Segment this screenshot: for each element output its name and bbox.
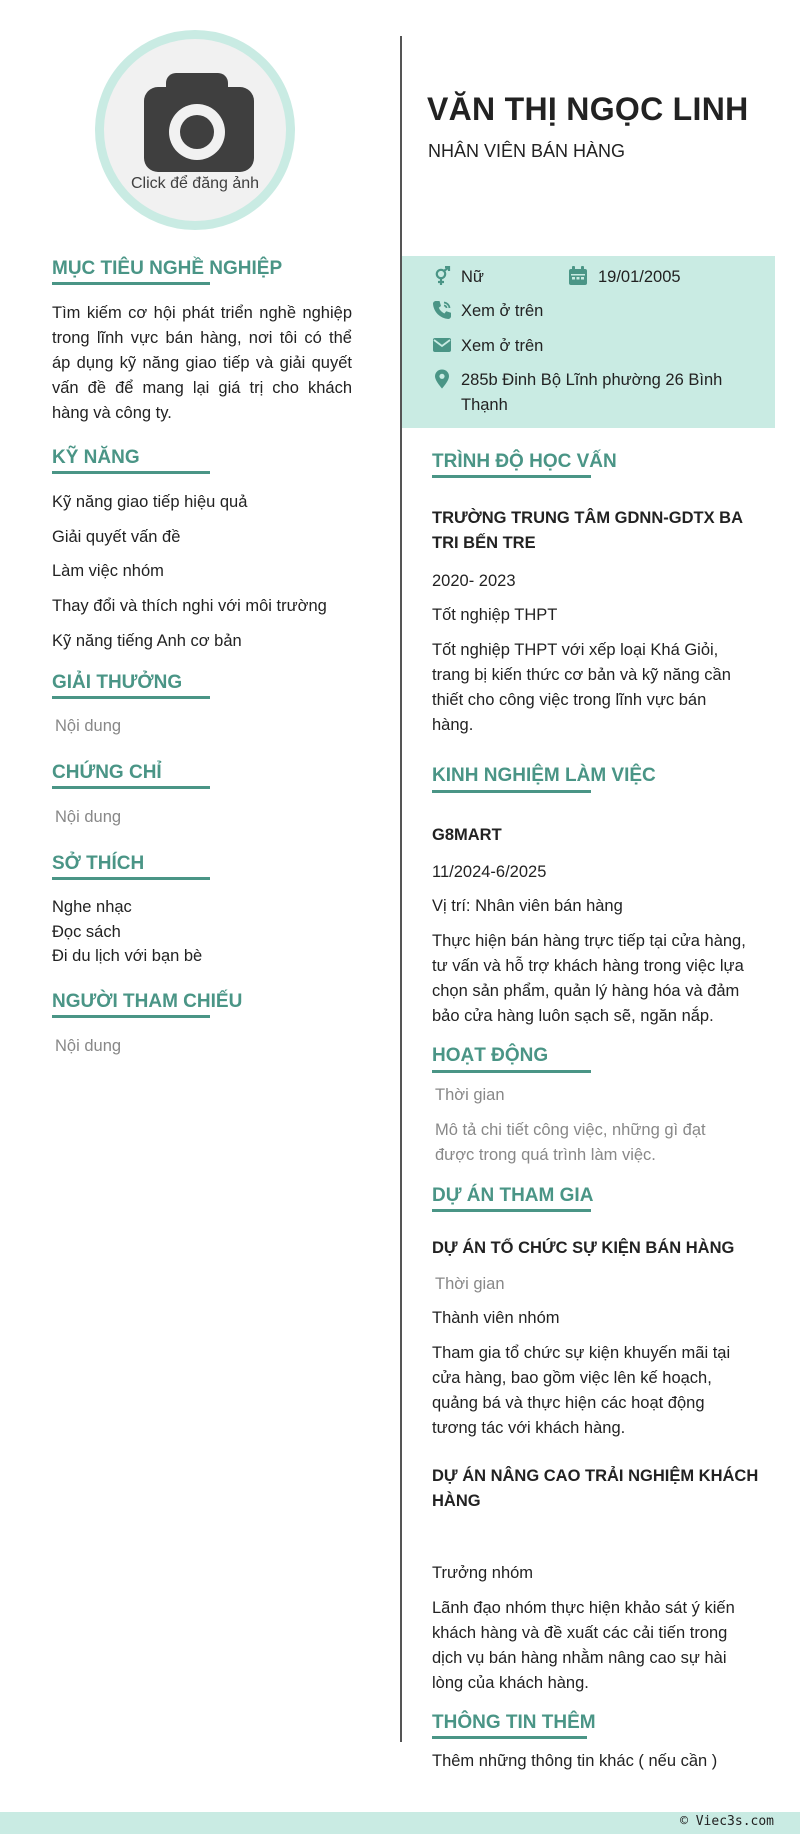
skill-item[interactable]: Kỹ năng giao tiếp hiệu quả	[52, 493, 248, 511]
calendar-icon	[568, 266, 588, 286]
skills-underline	[52, 471, 210, 474]
references-placeholder[interactable]: Nội dung	[55, 1037, 122, 1055]
certificates-underline	[52, 786, 210, 789]
education-description[interactable]: Tốt nghiệp THPT với xếp loại Khá Giỏi, trang bị kiến thức cơ bản và kỹ năng cần thiết cho công việc trong lĩnh vực bán hàng.	[432, 641, 731, 734]
education-school[interactable]: TRƯỜNG TRUNG TÂM GDNN-GDTX BA TRI BẾN TRE	[432, 509, 743, 552]
activities-underline	[432, 1070, 591, 1073]
skill-item[interactable]: Làm việc nhóm	[52, 562, 164, 580]
activities-time-placeholder[interactable]: Thời gian	[435, 1086, 505, 1104]
project-2-role[interactable]: Trưởng nhóm	[432, 1564, 534, 1582]
experience-role[interactable]: Vị trí: Nhân viên bán hàng	[432, 897, 623, 915]
hobby-item[interactable]: Nghe nhạc	[52, 898, 132, 916]
email-value[interactable]: Xem ở trên	[461, 337, 544, 355]
certificates-placeholder[interactable]: Nội dung	[55, 808, 122, 826]
avatar-caption: Click để đăng ảnh	[130, 175, 260, 192]
hobbies-underline	[52, 877, 210, 880]
objective-underline	[52, 282, 210, 285]
projects-underline	[432, 1209, 591, 1212]
gender-icon	[432, 266, 452, 286]
certificates-title: CHỨNG CHỈ	[52, 762, 162, 783]
objective-text[interactable]: Tìm kiếm cơ hội phát triển nghề nghiệp trong lĩnh vực bán hàng, nơi tôi có thể áp dụng kỹ năng giao tiếp và giải quyết vấn đề để mang lại giá trị cho khách hàng và công ty.	[52, 304, 352, 422]
candidate-name[interactable]: VĂN THỊ NGỌC LINH	[427, 91, 749, 127]
awards-title: GIẢI THƯỞNG	[52, 672, 183, 693]
references-title: NGƯỜI THAM CHIẾU	[52, 991, 243, 1012]
activities-title: HOẠT ĐỘNG	[432, 1045, 549, 1066]
awards-underline	[52, 696, 210, 699]
project-1-name[interactable]: DỰ ÁN TỔ CHỨC SỰ KIỆN BÁN HÀNG	[432, 1239, 735, 1257]
experience-title: KINH NGHIỆM LÀM VIỆC	[432, 765, 656, 786]
hobby-item[interactable]: Đi du lịch với bạn bè	[52, 947, 203, 965]
footer-copyright: © Viec3s.com	[680, 1814, 774, 1829]
footer-bar	[0, 1812, 800, 1834]
avatar-upload[interactable]	[95, 30, 295, 230]
education-period[interactable]: 2020- 2023	[432, 572, 516, 590]
experience-company[interactable]: G8MART	[432, 826, 502, 844]
awards-placeholder[interactable]: Nội dung	[55, 717, 122, 735]
location-icon	[432, 369, 452, 389]
project-2-name[interactable]: DỰ ÁN NÂNG CAO TRẢI NGHIỆM KHÁCH HÀNG	[432, 1467, 759, 1510]
projects-title: DỰ ÁN THAM GIA	[432, 1185, 594, 1206]
experience-period[interactable]: 11/2024-6/2025	[432, 863, 547, 881]
address-value[interactable]: 285b Đinh Bộ Lĩnh phường 26 Bình Thạnh	[461, 371, 723, 414]
references-underline	[52, 1015, 210, 1018]
project-1-role[interactable]: Thành viên nhóm	[432, 1309, 560, 1327]
phone-icon	[432, 300, 452, 320]
skills-title: KỸ NĂNG	[52, 447, 140, 468]
extra-info-underline	[432, 1736, 587, 1739]
phone-value[interactable]: Xem ở trên	[461, 302, 544, 320]
skill-item[interactable]: Kỹ năng tiếng Anh cơ bản	[52, 632, 242, 650]
candidate-position[interactable]: NHÂN VIÊN BÁN HÀNG	[428, 141, 626, 161]
birthdate-value[interactable]: 19/01/2005	[598, 268, 681, 286]
skill-item[interactable]: Giải quyết vấn đề	[52, 528, 181, 546]
project-2-description[interactable]: Lãnh đạo nhóm thực hiện khảo sát ý kiến khách hàng và đề xuất các cải tiến trong dịch vụ bán hàng nhằm nâng cao sự hài lòng của khách hàng.	[432, 1599, 735, 1692]
project-1-time-placeholder[interactable]: Thời gian	[435, 1275, 505, 1293]
experience-description[interactable]: Thực hiện bán hàng trực tiếp tại cửa hàng, tư vấn và hỗ trợ khách hàng trong việc lựa chọn sản phẩm, quản lý hàng hóa và đảm bảo cửa hàng luôn sạch sẽ, ngăn nắp.	[432, 932, 746, 1025]
activities-description-placeholder[interactable]: Mô tả chi tiết công việc, những gì đạt được trong quá trình làm việc.	[435, 1121, 706, 1164]
project-1-description[interactable]: Tham gia tổ chức sự kiện khuyến mãi tại cửa hàng, bao gồm việc lên kế hoạch, quảng bá và thực hiện các hoạt động tương tác với khách hàng.	[432, 1344, 731, 1437]
hobby-item[interactable]: Đọc sách	[52, 923, 121, 941]
gender-value[interactable]: Nữ	[461, 268, 484, 286]
hobbies-title: SỞ THÍCH	[52, 853, 145, 874]
education-title: TRÌNH ĐỘ HỌC VẤN	[432, 451, 617, 472]
email-icon	[432, 335, 452, 355]
skill-item[interactable]: Thay đổi và thích nghi với môi trường	[52, 597, 327, 615]
education-degree[interactable]: Tốt nghiệp THPT	[432, 606, 558, 624]
education-underline	[432, 475, 591, 478]
objective-title: MỤC TIÊU NGHỀ NGHIỆP	[52, 258, 283, 279]
experience-underline	[432, 790, 591, 793]
extra-info-text[interactable]: Thêm những thông tin khác ( nếu cần )	[432, 1752, 718, 1770]
extra-info-title: THÔNG TIN THÊM	[432, 1712, 596, 1733]
